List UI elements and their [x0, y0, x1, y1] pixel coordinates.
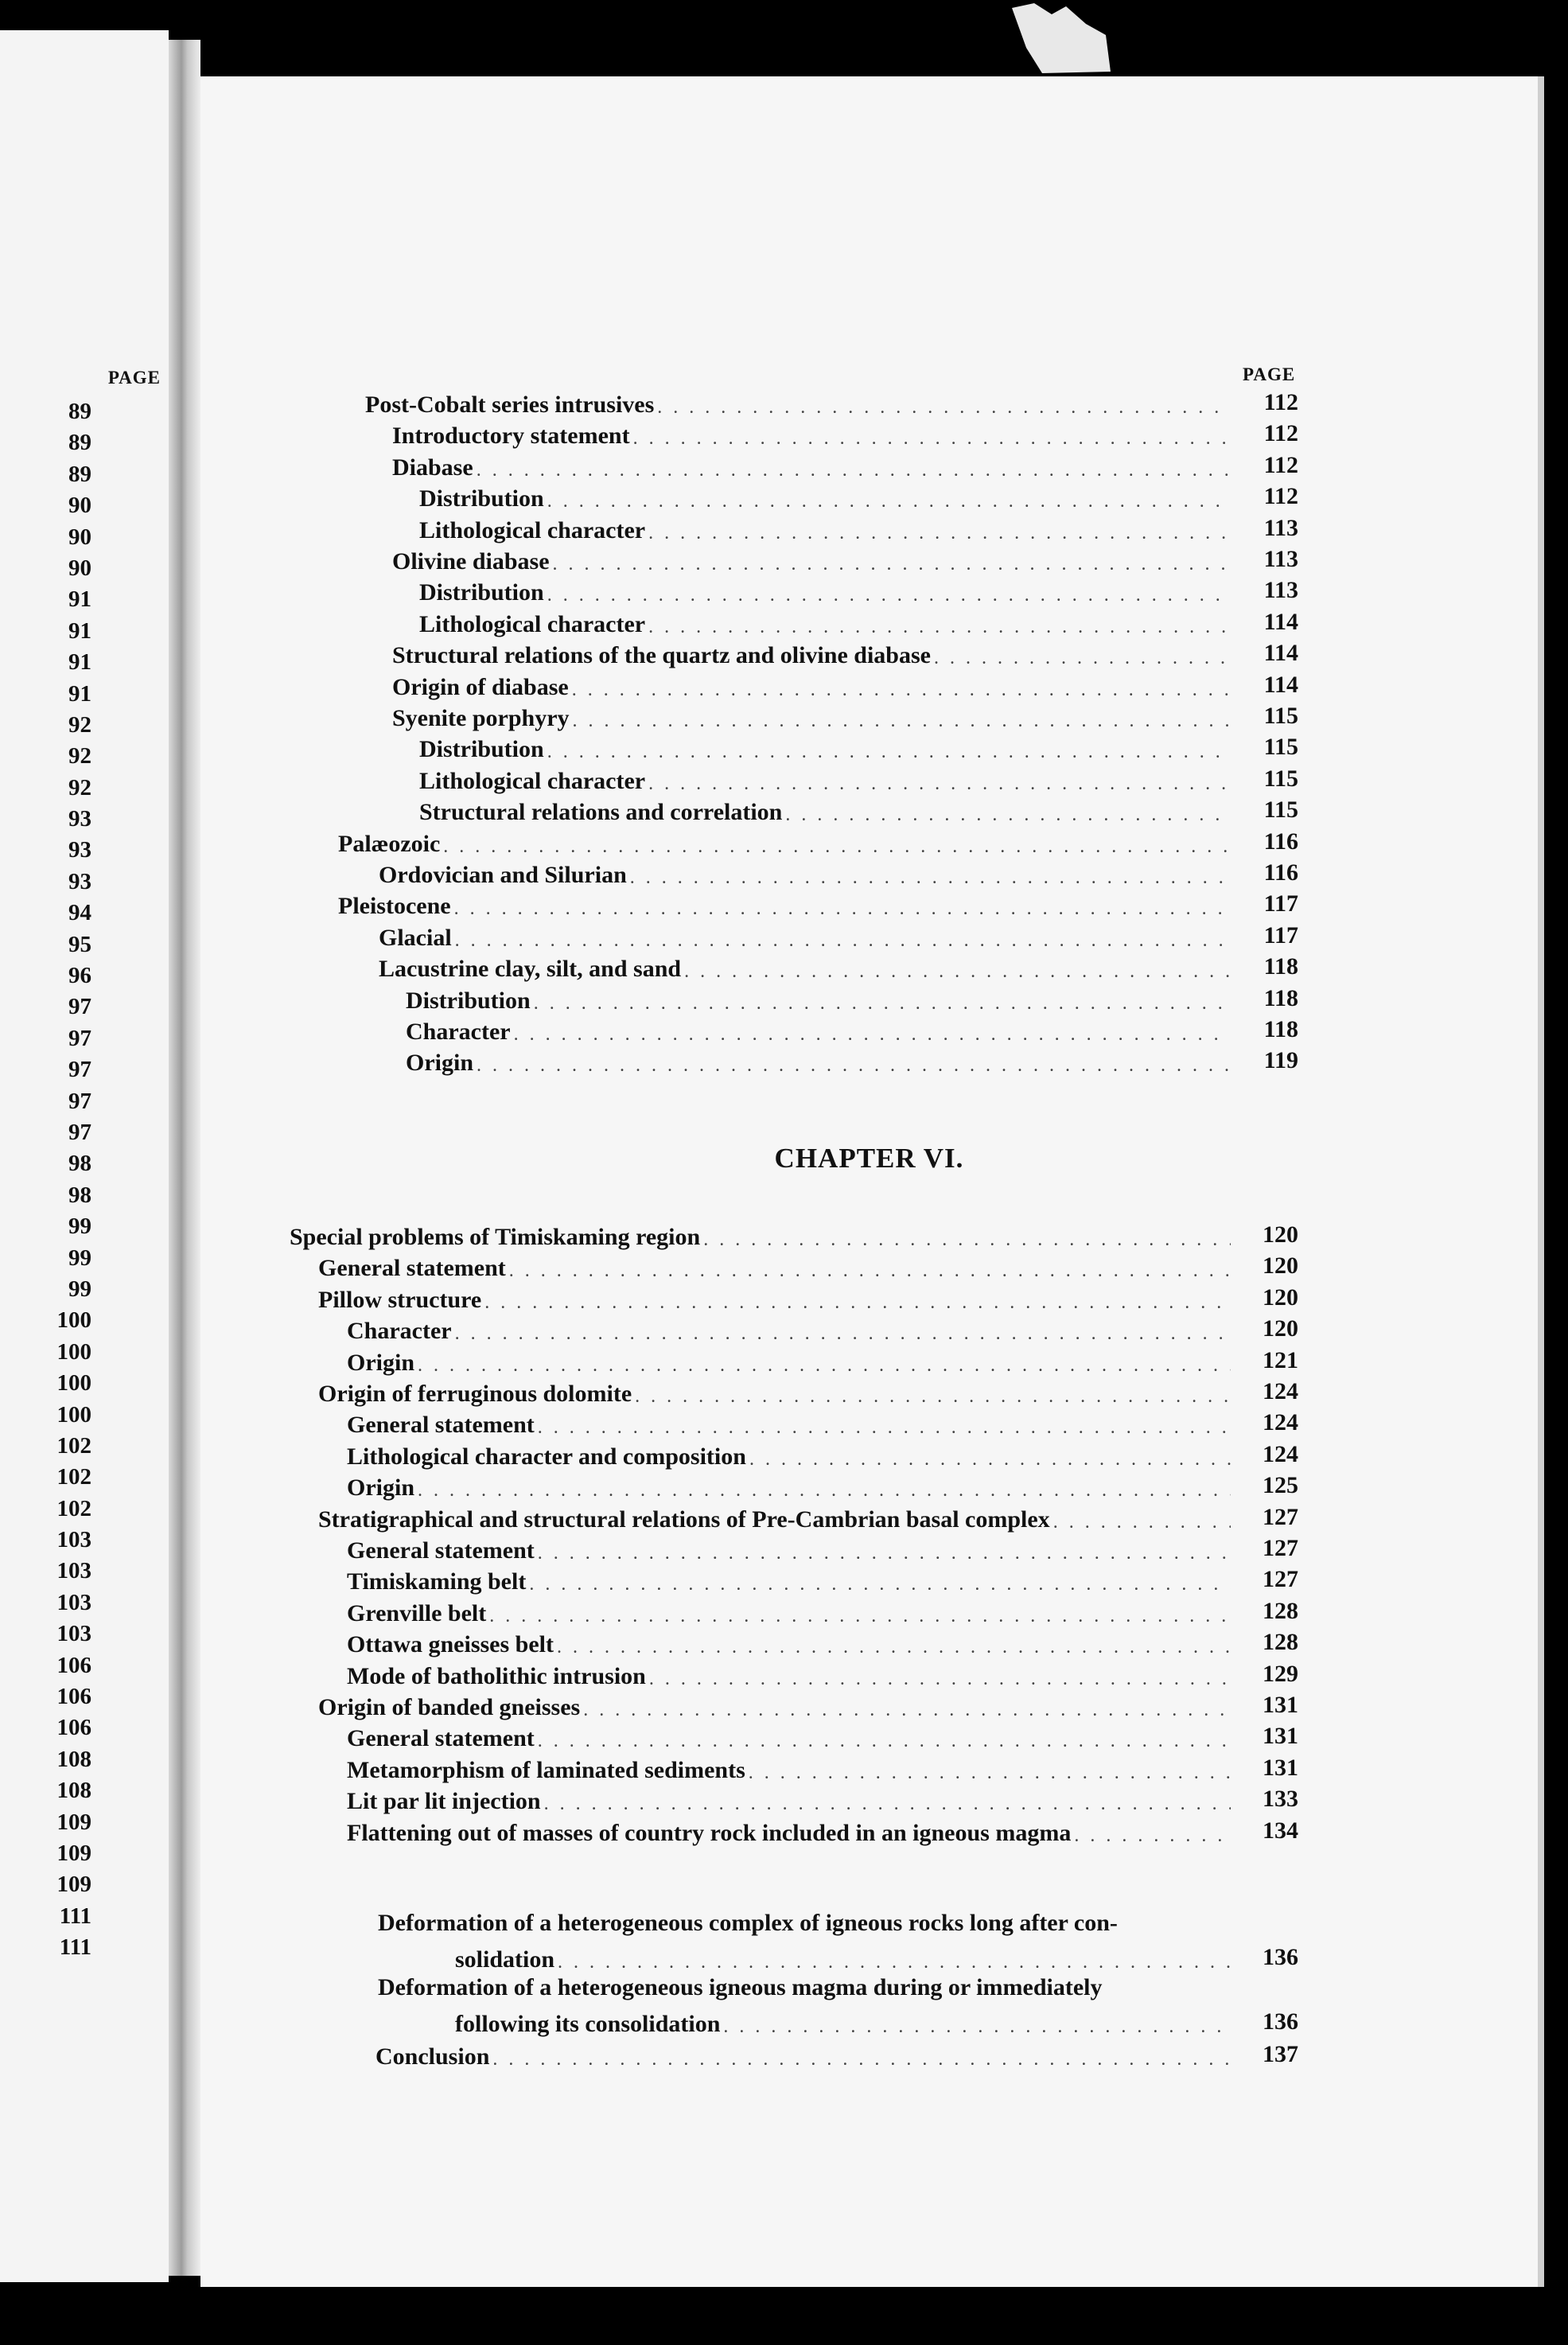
dot-leader: [583, 1700, 1231, 1721]
toc-entry-title: Origin: [406, 1050, 474, 1077]
toc-entry-title: Origin of banded gneisses: [318, 1694, 581, 1720]
dot-leader: [529, 1574, 1231, 1595]
toc-entry-title: Origin of diabase: [392, 673, 569, 700]
toc-entry: [200, 1564, 1538, 1595]
toc-entry-page-number: 113: [1263, 546, 1298, 572]
toc-entry: [200, 387, 1538, 419]
toc-entry-title: Structural relations and correlation: [419, 799, 783, 826]
toc-entry: [200, 951, 1538, 983]
toc-entry-title: General statement: [318, 1255, 506, 1282]
toc-entry: [200, 450, 1538, 481]
toc-entry-wrapped-2-line1: Deformation of a heterogeneous igneous magma during or immediately: [378, 1974, 1103, 2000]
left-page-number: 106: [56, 1652, 91, 1678]
left-page-number: 92: [68, 711, 91, 738]
toc-entry-page-number: 112: [1263, 483, 1298, 510]
left-page-number: 97: [68, 1025, 91, 1051]
toc-entry: [200, 1250, 1538, 1282]
dot-leader: [443, 836, 1231, 858]
toc-entry-page-number: 131: [1263, 1754, 1298, 1781]
toc-entry-wrapped-1: [200, 1942, 1538, 1973]
toc-entry: [200, 1502, 1538, 1533]
toc-entry-title: Special problems of Timiskaming region: [290, 1224, 701, 1250]
toc-entry: [200, 857, 1538, 889]
toc-entry-page-number: 125: [1263, 1472, 1298, 1499]
toc-entry: [200, 1282, 1538, 1314]
toc-entry-title: Ottawa gneisses belt: [347, 1631, 554, 1658]
dot-leader: [633, 428, 1231, 450]
toc-entry-page-number: 137: [1263, 2041, 1298, 2067]
toc-entry: [200, 1345, 1538, 1377]
toc-entry: [200, 1470, 1538, 1502]
dot-leader: [538, 1731, 1231, 1752]
right-page-label: PAGE: [1243, 364, 1296, 384]
toc-entry-page-number: 114: [1263, 608, 1298, 635]
toc-entry: [200, 888, 1538, 920]
left-page-number: 91: [68, 649, 91, 676]
toc-entry: [200, 794, 1538, 826]
dot-leader: [455, 930, 1231, 952]
dot-leader: [538, 1543, 1231, 1564]
left-page-number: 93: [68, 806, 91, 832]
toc-entry-title: Olivine diabase: [392, 548, 550, 575]
toc-entry: [200, 1045, 1538, 1077]
dot-leader: [703, 1229, 1231, 1251]
toc-entry-title: Distribution: [419, 579, 544, 606]
toc-entry-title: Pillow structure: [318, 1286, 482, 1313]
toc-entry-title: Structural relations of the quartz and olivine diabase: [392, 642, 931, 669]
toc-entry: [200, 920, 1538, 952]
toc-entry-title: Palæozoic: [338, 830, 441, 857]
toc-entry-page-number: 118: [1263, 984, 1298, 1011]
toc-entry: [200, 1752, 1538, 1784]
toc-entry-title: Lithological character and composition: [347, 1443, 746, 1470]
toc-entry: [200, 575, 1538, 606]
left-page-number: 103: [56, 1527, 91, 1553]
left-page-number: 111: [59, 1903, 91, 1929]
toc-entry-page-number: 124: [1263, 1409, 1298, 1436]
left-page-number: 90: [68, 493, 91, 519]
toc-entry-conclusion: [200, 2039, 1538, 2070]
toc-entry-title: Lit par lit injection: [347, 1788, 541, 1815]
toc-entry-title: Distribution: [419, 736, 544, 763]
toc-entry-wrapped-1-line1: Deformation of a heterogeneous complex of igneous rocks long after con-: [378, 1910, 1118, 1936]
left-page-number: 106: [56, 1715, 91, 1741]
toc-entry-page-number: 112: [1263, 420, 1298, 447]
left-page-number-list: [0, 396, 91, 1964]
toc-entry: [200, 543, 1538, 575]
toc-entry-page-number: 128: [1263, 1597, 1298, 1624]
toc-entry-page-number: 118: [1263, 1016, 1298, 1042]
toc-entry-page-number: 112: [1263, 451, 1298, 478]
left-page-number: 90: [68, 524, 91, 550]
toc-entry-page-number: 116: [1263, 859, 1298, 886]
dot-leader: [723, 2016, 1231, 2038]
left-page-number: 106: [56, 1684, 91, 1710]
toc-entry-page-number: 113: [1263, 514, 1298, 541]
toc-entry-page-number: 119: [1263, 1047, 1298, 1074]
toc-entry-page-number: 117: [1263, 921, 1298, 949]
toc-entry-page-number: 115: [1263, 797, 1298, 824]
toc-entry-title: General statement: [347, 1537, 535, 1564]
left-page-number: 109: [56, 1840, 91, 1866]
left-page-number: 111: [59, 1934, 91, 1961]
left-page-number: 100: [56, 1307, 91, 1334]
left-page-number: 103: [56, 1589, 91, 1615]
toc-entry-page-number: 128: [1263, 1629, 1298, 1656]
dot-leader: [534, 993, 1231, 1015]
toc-entry-title: Pleistocene: [338, 893, 451, 920]
toc-entry-title: General statement: [347, 1725, 535, 1752]
dot-leader: [630, 867, 1231, 889]
left-page-number: 109: [56, 1872, 91, 1898]
left-page-number: 97: [68, 1088, 91, 1114]
dot-leader: [547, 491, 1231, 512]
toc-entry: [200, 983, 1538, 1015]
dot-leader: [418, 1355, 1231, 1377]
chapter-heading: CHAPTER VI.: [774, 1143, 964, 1174]
toc-entry-page-number: 133: [1263, 1786, 1298, 1813]
toc-entry-title: Origin: [347, 1349, 415, 1376]
dot-leader: [553, 554, 1231, 575]
toc-entry: [200, 1658, 1538, 1690]
toc-entry-page-number: 120: [1263, 1284, 1298, 1311]
toc-entry: [200, 1689, 1538, 1721]
left-page-number: 95: [68, 931, 91, 957]
toc-entry-page-number: 127: [1263, 1535, 1298, 1561]
left-page-number: 100: [56, 1401, 91, 1428]
toc-entry-page-number: 131: [1263, 1723, 1298, 1750]
left-page-number: 109: [56, 1809, 91, 1835]
left-page-number: 89: [68, 461, 91, 487]
toc-entry-page-number: 114: [1263, 640, 1298, 667]
toc-entry-title: Distribution: [419, 485, 544, 512]
toc-entry: [200, 1626, 1538, 1658]
left-page-number: 89: [68, 430, 91, 456]
toc-entry-page-number: 116: [1263, 828, 1298, 855]
dot-leader: [477, 1055, 1231, 1077]
toc-entry-title: Diabase: [392, 454, 473, 481]
dot-leader: [489, 1606, 1231, 1627]
dot-leader: [749, 1449, 1231, 1470]
toc-entry-page-number: 120: [1263, 1315, 1298, 1342]
toc-entry: [200, 1439, 1538, 1470]
toc-entry-page-number: 136: [1263, 1944, 1298, 1970]
toc-entry-page-number: 118: [1263, 953, 1298, 980]
toc-entry: [200, 669, 1538, 701]
toc-entry-wrapped-2: [200, 2006, 1538, 2038]
toc-entry: [200, 418, 1538, 450]
toc-entry-page-number: 136: [1263, 2008, 1298, 2035]
left-page-number: 92: [68, 743, 91, 769]
toc-entry-page-number: 115: [1263, 765, 1298, 792]
dot-leader: [492, 2049, 1231, 2070]
dot-leader: [684, 961, 1231, 983]
page-edge: [1538, 76, 1544, 2287]
left-page-number: 97: [68, 994, 91, 1020]
toc-entry-title: Ordovician and Silurian: [379, 862, 627, 888]
toc-entry-page-number: 112: [1263, 389, 1298, 415]
dot-leader: [418, 1480, 1231, 1502]
left-page-number: 97: [68, 1057, 91, 1083]
toc-entry: [200, 637, 1538, 669]
toc-entry-title: solidation: [455, 1946, 555, 1973]
toc-entry-page-number: 113: [1263, 577, 1298, 604]
toc-entry-title: Post-Cobalt series intrusives: [365, 391, 655, 418]
toc-entry-page-number: 134: [1263, 1817, 1298, 1844]
dot-leader: [648, 617, 1231, 638]
dot-leader: [1053, 1512, 1231, 1533]
left-page-number: 98: [68, 1182, 91, 1208]
toc-entry-title: Origin of ferruginous dolomite: [318, 1381, 632, 1407]
dot-leader: [477, 460, 1231, 481]
toc-page: [200, 76, 1538, 2287]
toc-entry-title: Lacustrine clay, silt, and sand: [379, 956, 682, 983]
toc-entry-title: following its consolidation: [455, 2011, 721, 2037]
toc-entry-title: Stratigraphical and structural relations of Pre-Cambrian basal complex: [318, 1506, 1050, 1533]
toc-entry: [200, 731, 1538, 763]
dot-leader: [544, 1794, 1231, 1815]
toc-entry: [200, 1014, 1538, 1046]
left-page-number: 89: [68, 399, 91, 424]
dot-leader: [648, 773, 1231, 795]
left-page-number: 100: [56, 1370, 91, 1396]
toc-entry-title: General statement: [347, 1412, 535, 1439]
toc-entry: [200, 512, 1538, 544]
toc-entry: [200, 606, 1538, 638]
left-page-number: 102: [56, 1432, 91, 1459]
dot-leader: [934, 648, 1231, 669]
toc-entry-title: Character: [406, 1019, 511, 1045]
dot-leader: [558, 1952, 1231, 1973]
toc-entry: [200, 1595, 1538, 1627]
toc-entry: [200, 481, 1538, 512]
dot-leader: [573, 711, 1231, 732]
dot-leader: [557, 1637, 1231, 1658]
toc-entry: [200, 1219, 1538, 1251]
dot-leader: [455, 1323, 1231, 1345]
left-page-number: 93: [68, 837, 91, 863]
toc-entry-page-number: 124: [1263, 1440, 1298, 1467]
toc-entry-title: Origin: [347, 1474, 415, 1502]
dot-leader: [657, 397, 1231, 419]
toc-entry-page-number: 120: [1263, 1252, 1298, 1280]
left-page-number: 92: [68, 774, 91, 800]
toc-entry-title: Conclusion: [375, 2043, 490, 2070]
toc-entry: [200, 1720, 1538, 1752]
toc-entry-title: Timiskaming belt: [347, 1568, 527, 1595]
toc-entry-page-number: 127: [1263, 1503, 1298, 1530]
toc-entry-page-number: 117: [1263, 890, 1298, 917]
dot-leader: [547, 742, 1231, 763]
left-page-number: 99: [68, 1213, 91, 1240]
left-page-number: 91: [68, 586, 91, 613]
toc-entry-title: Flattening out of masses of country rock included in an igneous magma: [347, 1819, 1072, 1846]
left-page-number: 99: [68, 1245, 91, 1271]
toc-entry-page-number: 115: [1263, 734, 1298, 761]
left-page-number: 103: [56, 1621, 91, 1647]
toc-entry-title: Syenite porphyry: [392, 705, 570, 731]
left-page-number: 97: [68, 1119, 91, 1145]
toc-entry-title: Lithological character: [419, 516, 646, 543]
toc-entry: [200, 1815, 1538, 1847]
left-page-number: 108: [56, 1746, 91, 1772]
toc-entry: [200, 1313, 1538, 1345]
dot-leader: [454, 898, 1231, 920]
toc-entry-title: Character: [347, 1318, 452, 1345]
toc-entry-page-number: 131: [1263, 1692, 1298, 1718]
toc-entry-page-number: 124: [1263, 1378, 1298, 1404]
toc-entry-title: Distribution: [406, 987, 531, 1014]
previous-page: [0, 30, 169, 2282]
dot-leader: [572, 680, 1231, 701]
toc-entry: [200, 826, 1538, 858]
dot-leader: [538, 1417, 1231, 1439]
toc-entry-title: Lithological character: [419, 767, 646, 794]
left-page-number: 91: [68, 617, 91, 644]
dot-leader: [749, 1763, 1231, 1784]
dot-leader: [484, 1292, 1231, 1314]
toc-entry-title: Lithological character: [419, 610, 646, 637]
left-page-number: 108: [56, 1778, 91, 1804]
book-gutter: [169, 40, 200, 2276]
toc-entry-page-number: 114: [1263, 671, 1298, 698]
toc-entry-page-number: 127: [1263, 1566, 1298, 1593]
toc-entry: [200, 1783, 1538, 1815]
left-page-number: 99: [68, 1276, 91, 1302]
dot-leader: [514, 1024, 1231, 1046]
torn-paper-fragment: [1010, 0, 1114, 76]
dot-leader: [648, 523, 1231, 544]
left-page-number: 100: [56, 1338, 91, 1365]
toc-entry: [200, 763, 1538, 795]
left-page-number: 93: [68, 868, 91, 894]
toc-entry-title: Metamorphism of laminated sediments: [347, 1756, 745, 1783]
toc-entry: [200, 1407, 1538, 1439]
toc-entry-title: Grenville belt: [347, 1599, 487, 1626]
left-page-number: 94: [68, 900, 91, 926]
toc-entry-page-number: 129: [1263, 1660, 1298, 1687]
left-page-number: 98: [68, 1151, 91, 1177]
toc-entry-page-number: 121: [1263, 1346, 1298, 1373]
dot-leader: [635, 1386, 1231, 1408]
left-page-number: 103: [56, 1558, 91, 1584]
toc-entry: [200, 1376, 1538, 1408]
toc-entry: [200, 700, 1538, 732]
dot-leader: [649, 1669, 1231, 1690]
left-page-number: 102: [56, 1464, 91, 1490]
toc-entry-page-number: 120: [1263, 1221, 1298, 1248]
left-page-number: 102: [56, 1495, 91, 1521]
left-page-number: 90: [68, 555, 91, 581]
toc-entry-page-number: 115: [1263, 703, 1298, 729]
left-page-number: 96: [68, 963, 91, 989]
toc-entry: [200, 1533, 1538, 1564]
toc-entry-title: Introductory statement: [392, 423, 630, 450]
left-page-label: PAGE: [107, 368, 161, 388]
toc-entry-title: Mode of batholithic intrusion: [347, 1662, 646, 1689]
dot-leader: [785, 804, 1231, 826]
toc-entry-title: Glacial: [379, 924, 452, 951]
dot-leader: [1074, 1825, 1231, 1847]
dot-leader: [509, 1260, 1231, 1282]
dot-leader: [547, 585, 1231, 606]
left-page-number: 91: [68, 680, 91, 707]
